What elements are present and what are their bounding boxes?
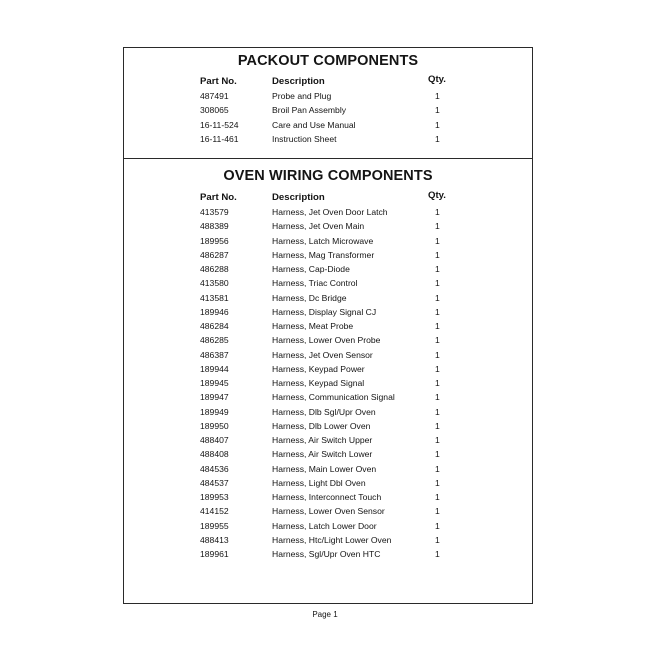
part-description: Broil Pan Assembly	[272, 105, 347, 116]
part-quantity: 1	[435, 306, 440, 317]
part-description: Harness, Dlb Lower Oven	[272, 420, 371, 431]
table-row	[0, 533, 650, 547]
part-number: 189953	[200, 492, 229, 502]
part-quantity: 1	[435, 392, 440, 403]
part-number: 189961	[200, 549, 229, 559]
table-row	[0, 219, 650, 233]
table-row	[0, 89, 650, 103]
part-quantity: 1	[435, 335, 440, 346]
part-description: Harness, Lower Oven Sensor	[272, 506, 385, 517]
part-description: Care and Use Manual	[272, 119, 356, 130]
part-quantity: 1	[435, 235, 440, 246]
part-number: 16-11-461	[200, 133, 239, 144]
part-quantity: 1	[435, 378, 440, 388]
part-quantity: 1	[435, 292, 440, 303]
part-description: Harness, Latch Microwave	[272, 235, 374, 246]
table-row	[0, 405, 650, 419]
part-quantity: 1	[435, 207, 440, 217]
part-number: 486284	[200, 321, 229, 331]
part-quantity: 1	[435, 435, 440, 445]
part-description: Harness, Main Lower Oven	[272, 463, 377, 474]
part-description: Harness, Meat Probe	[272, 321, 354, 331]
part-description: Harness, Display Signal CJ	[272, 306, 377, 317]
part-quantity: 1	[435, 119, 440, 130]
part-description: Harness, Lower Oven Probe	[272, 335, 381, 346]
part-description: Harness, Mag Transformer	[272, 249, 375, 260]
part-description: Harness, Dc Bridge	[272, 292, 347, 303]
table-row	[0, 476, 650, 490]
part-description: Harness, Light Dbl Oven	[272, 477, 366, 488]
part-quantity: 1	[435, 91, 440, 101]
part-quantity: 1	[435, 449, 440, 460]
part-number: 189947	[200, 392, 229, 403]
table-row	[0, 205, 650, 219]
part-number: 189949	[200, 406, 229, 417]
table-row	[0, 519, 650, 533]
packout-header-qty: Qty.	[428, 74, 446, 85]
part-number: 189944	[200, 363, 229, 374]
table-row	[0, 234, 650, 248]
part-quantity: 1	[435, 520, 440, 531]
part-description: Harness, Jet Oven Sensor	[272, 349, 373, 360]
part-description: Harness, Jet Oven Door Latch	[272, 207, 388, 217]
part-number: 486287	[200, 249, 229, 260]
table-row	[0, 276, 650, 290]
packout-header-part: Part No.	[200, 76, 237, 87]
part-description: Harness, Latch Lower Door	[272, 520, 377, 531]
part-quantity: 1	[435, 363, 440, 374]
table-row	[0, 447, 650, 461]
part-number: 189956	[200, 235, 229, 246]
table-row	[0, 348, 650, 362]
table-row	[0, 262, 650, 276]
part-description: Harness, Htc/Light Lower Oven	[272, 534, 392, 545]
section-divider	[123, 158, 533, 159]
part-number: 189955	[200, 520, 229, 531]
part-number: 486387	[200, 349, 229, 360]
part-description: Probe and Plug	[272, 91, 332, 101]
part-description: Harness, Triac Control	[272, 278, 358, 289]
part-number: 484536	[200, 463, 229, 474]
table-row	[0, 462, 650, 476]
table-row	[0, 103, 650, 117]
part-description: Instruction Sheet	[272, 133, 337, 144]
part-number: 488413	[200, 534, 229, 545]
part-quantity: 1	[435, 534, 440, 545]
part-description: Harness, Keypad Signal	[272, 378, 365, 388]
part-description: Harness, Air Switch Upper	[272, 435, 373, 445]
packout-header-description: Description	[272, 76, 325, 87]
part-quantity: 1	[435, 221, 440, 232]
table-row	[0, 291, 650, 305]
part-number: 488407	[200, 435, 229, 445]
table-row	[0, 333, 650, 347]
part-quantity: 1	[435, 492, 440, 502]
part-quantity: 1	[435, 278, 440, 289]
part-description: Harness, Communication Signal	[272, 392, 395, 403]
part-number: 189950	[200, 420, 229, 431]
wiring-title: OVEN WIRING COMPONENTS	[223, 168, 433, 184]
table-row	[0, 248, 650, 262]
part-number: 414152	[200, 506, 229, 517]
part-number: 487491	[200, 91, 229, 101]
table-row	[0, 118, 650, 132]
part-quantity: 1	[435, 506, 440, 517]
part-quantity: 1	[435, 463, 440, 474]
part-number: 486285	[200, 335, 229, 346]
part-number: 189946	[200, 306, 229, 317]
part-quantity: 1	[435, 264, 440, 274]
table-row	[0, 547, 650, 561]
wiring-header-qty: Qty.	[428, 190, 446, 201]
part-quantity: 1	[435, 105, 440, 116]
part-number: 189945	[200, 378, 229, 388]
part-number: 484537	[200, 477, 229, 488]
table-row	[0, 490, 650, 504]
part-quantity: 1	[435, 420, 440, 431]
table-row	[0, 433, 650, 447]
table-row	[0, 504, 650, 518]
table-row	[0, 419, 650, 433]
table-row	[0, 305, 650, 319]
part-quantity: 1	[435, 249, 440, 260]
part-description: Harness, Sgl/Upr Oven HTC	[272, 549, 381, 559]
table-row	[0, 132, 650, 146]
part-quantity: 1	[435, 349, 440, 360]
table-row	[0, 319, 650, 333]
table-row	[0, 390, 650, 404]
part-quantity: 1	[435, 321, 440, 331]
part-description: Harness, Interconnect Touch	[272, 492, 382, 502]
part-number: 486288	[200, 264, 229, 274]
part-number: 413580	[200, 278, 229, 289]
page-number: Page 1	[312, 610, 338, 619]
part-description: Harness, Keypad Power	[272, 363, 365, 374]
part-number: 308065	[200, 105, 229, 116]
part-description: Harness, Cap-Diode	[272, 264, 350, 274]
table-row	[0, 362, 650, 376]
packout-title: PACKOUT COMPONENTS	[237, 53, 419, 69]
part-quantity: 1	[435, 549, 440, 559]
part-description: Harness, Air Switch Lower	[272, 449, 373, 460]
table-row	[0, 376, 650, 390]
part-quantity: 1	[435, 477, 440, 488]
part-quantity: 1	[435, 133, 440, 144]
part-number: 488389	[200, 221, 229, 232]
part-quantity: 1	[435, 406, 440, 417]
wiring-header-description: Description	[272, 192, 325, 203]
part-number: 413581	[200, 292, 229, 303]
part-description: Harness, Jet Oven Main	[272, 221, 365, 232]
part-description: Harness, Dlb Sgl/Upr Oven	[272, 406, 376, 417]
part-number: 16-11-524	[200, 119, 239, 130]
part-number: 488408	[200, 449, 229, 460]
part-number: 413579	[200, 207, 229, 217]
wiring-header-part: Part No.	[200, 192, 237, 203]
